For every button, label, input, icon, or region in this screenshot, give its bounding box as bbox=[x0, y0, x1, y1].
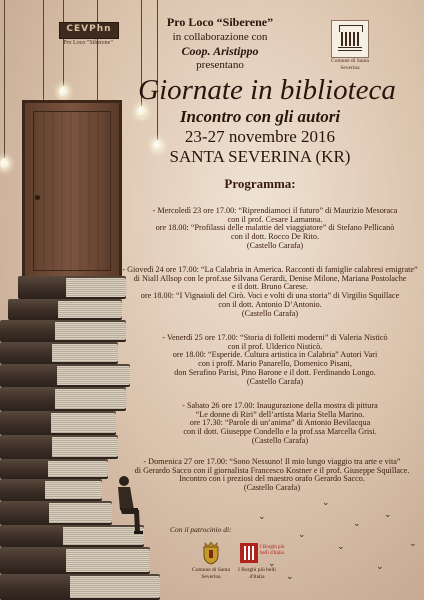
event-line: ore 18.00: “I Vignaioli del Cirò. Voci e volti di una storia” di Virgilio Squillace bbox=[140, 291, 400, 301]
proloco-logo-text: CEVPhn bbox=[66, 24, 112, 34]
event-line: ore 18.00: “Esperide. Cultura artistica in Calabria” Autori Vari bbox=[172, 350, 378, 360]
footer-logo1-caption: Comune di Santa Severina bbox=[192, 567, 230, 580]
book bbox=[18, 276, 126, 299]
event-line: di Gerardo Sacco con il giornalista Francesco Kostner e il prof. Giuseppe Squillace. bbox=[134, 465, 410, 475]
book bbox=[0, 459, 108, 479]
proloco-logo bbox=[59, 22, 119, 39]
book bbox=[0, 479, 102, 501]
book bbox=[0, 411, 116, 435]
event-item bbox=[140, 334, 410, 386]
proloco-logo-caption: Pro Loco "Siberene" bbox=[63, 40, 113, 46]
book bbox=[0, 501, 112, 525]
event-item bbox=[124, 458, 420, 493]
book bbox=[0, 342, 118, 364]
event-line: con il prof. Ulderico Nisticò. bbox=[227, 341, 323, 351]
event-line: - Giovedì 24 ore 17.00: “La Calabria in America. Racconti di famiglie calabresi emigrate” bbox=[122, 265, 418, 274]
collaboration-text: in collaborazione con bbox=[172, 31, 268, 43]
event-line: - Domenica 27 ore 17.00: “Sono Nessuno! Il mio lungo viaggio tra arte e vita” bbox=[143, 457, 401, 466]
lightbulb-icon bbox=[59, 86, 68, 97]
patronage-label: Con il patrocinio di: bbox=[170, 525, 232, 534]
event-line: ore 17.30: “Parole di un’anima” di Antonio Bevilacqua bbox=[189, 418, 371, 428]
event-line: con il dott. Giuseppe Condello e la prof.ssa Marcella Grisi. bbox=[183, 427, 377, 437]
event-line: ore 18.00: “Profilassi delle malattie del viaggiatore” di Stefano Pellicanò bbox=[155, 223, 395, 233]
event-item bbox=[120, 266, 420, 318]
comune-coat-of-arms-icon bbox=[201, 541, 221, 565]
book bbox=[0, 320, 126, 342]
event-line: (Castello Carafa) bbox=[246, 376, 304, 386]
event-line: con il dott. Rocco De Rito. bbox=[230, 232, 319, 242]
event-place: SANTA SEVERINA (KR) bbox=[169, 147, 351, 166]
comune-crest-icon bbox=[331, 20, 369, 58]
book bbox=[8, 299, 122, 320]
book bbox=[0, 435, 118, 459]
event-item bbox=[150, 402, 410, 446]
footer-logo2-caption: I Borghi più belli d'Italia bbox=[238, 567, 276, 580]
presenting-text: presentano bbox=[196, 59, 244, 71]
programma-heading: Programma: bbox=[224, 176, 296, 191]
footer-logo2-title: I Borghi più belli d'Italia bbox=[260, 545, 285, 556]
event-title: Giornate in biblioteca bbox=[138, 74, 396, 106]
event-dates: 23-27 novembre 2016 bbox=[184, 127, 336, 146]
event-line: (Castello Carafa) bbox=[241, 308, 299, 318]
event-line: (Castello Carafa) bbox=[246, 240, 304, 250]
organizer-name: Pro Loco “Siberene” bbox=[166, 15, 274, 29]
event-line: (Castello Carafa) bbox=[243, 483, 301, 493]
poster: ⌄ ⌄ ⌄ ⌄ ⌄ ⌄ ⌄ ⌄ ⌄ ⌄ CEVPhn Pro Loco "Siberene" Comune di Santa Severina Pro Loco “Siberene” in collaborazione con Coop. Aristippo presentano Giornate in biblioteca Incontro con gli autori 23-27 novembre 2016 SANTA SEVERINA (KR) Programma: - Mercoledì 23 ore 17.00: “Riprendiamoci il futuro” di Maurizio Mesoraca con il prof. Cesare Lamanna. ore 18.00: “Profilassi delle malattie del viaggiatore” di Stefano Pellicanò con il dott. Rocco De Rito. (Castello Carafa) - Giovedì 24 ore 17.00: “La Calabria in America. Racconti di famiglie calabresi emigrate” di Niall Allsop con le prof.sse Silvana Gerardi, Denise Milone, Mariana Postolache e il dott. Bruno Carese. ore 18.00: “I Vignaioli del Cirò. Voci e volti di una storia” di Virgilio Squillace con il dott. Antonio D’Antonio. (Castello Carafa) - Venerdì 25 ore 17.00: “Storia di folletti moderni” di Valeria Nisticò con il prof. Ulderico Nisticò. ore 18.00: “Esperide. Cultura artistica in Calabria” Autori Vari con i proff. Mario Panarello, Domenico Pisani, don Serafino Parisi, Pino Barone e il dott. Ferdinando Longo. (Castello Carafa) - Sabato 26 ore 17.00: Inaugurazione della mostra di pittura “Le donne di Riri” dell’artista Maria Stella Marino. ore 17.30: “Parole di un’anima” di Antonio Bevilacqua con il dott. Giuseppe Condello e la prof.ssa Marcella Grisi. (Castello Carafa) - Domenica 27 ore 17.00: “Sono Nessuno! Il mio lungo viaggio tra arte e vita” di Gerardo Sacco con il giornalista Francesco Kostner e il prof. Giuseppe Squillace. Incontro con i preziosi del maestro orafo Gerardo Sacco. (Castello Carafa) Con il patrocinio di: Comune di Santa Severina I Borghi più belli d'Italia I Borghi più belli d'Italia bbox=[0, 0, 424, 600]
event-line: con il dott. Antonio D’Antonio. bbox=[218, 299, 322, 309]
event-line: - Sabato 26 ore 17.00: Inaugurazione della mostra di pittura bbox=[182, 401, 378, 410]
event-line: di Niall Allsop con le prof.sse Silvana Gerardi, Denise Milone, Mariana Postolache bbox=[133, 273, 407, 283]
door bbox=[22, 100, 122, 279]
coop-name: Coop. Aristippo bbox=[181, 44, 259, 58]
event-line: con il prof. Cesare Lamanna. bbox=[227, 214, 323, 224]
comune-caption: Comune di Santa Severina bbox=[331, 58, 369, 71]
event-line: “Le donne di Riri” dell’artista Maria Stella Marino. bbox=[195, 409, 365, 419]
event-line: e il dott. Bruno Carese. bbox=[232, 282, 308, 292]
borghi-logo-icon bbox=[240, 543, 258, 563]
lightbulb-icon bbox=[0, 158, 9, 169]
event-line: - Venerdì 25 ore 17.00: “Storia di folletti moderni” di Valeria Nisticò bbox=[162, 333, 388, 342]
event-subtitle: Incontro con gli autori bbox=[179, 107, 341, 126]
book bbox=[0, 387, 126, 411]
book bbox=[0, 574, 160, 600]
event-item bbox=[130, 207, 420, 251]
event-line: - Mercoledì 23 ore 17.00: “Riprendiamoci il futuro” di Maurizio Mesoraca bbox=[152, 206, 398, 215]
door-knob-icon bbox=[35, 195, 40, 200]
event-line: (Castello Carafa) bbox=[251, 435, 309, 445]
book bbox=[0, 364, 130, 387]
event-line: con i proff. Mario Panarello, Domenico Pisani, bbox=[198, 359, 352, 369]
event-line: don Serafino Parisi, Pino Barone e il dott. Ferdinando Longo. bbox=[174, 367, 376, 377]
event-line: Incontro con i preziosi del maestro orafo Gerardo Sacco. bbox=[179, 474, 365, 484]
lightbulb-icon bbox=[137, 106, 146, 117]
book bbox=[0, 547, 150, 574]
